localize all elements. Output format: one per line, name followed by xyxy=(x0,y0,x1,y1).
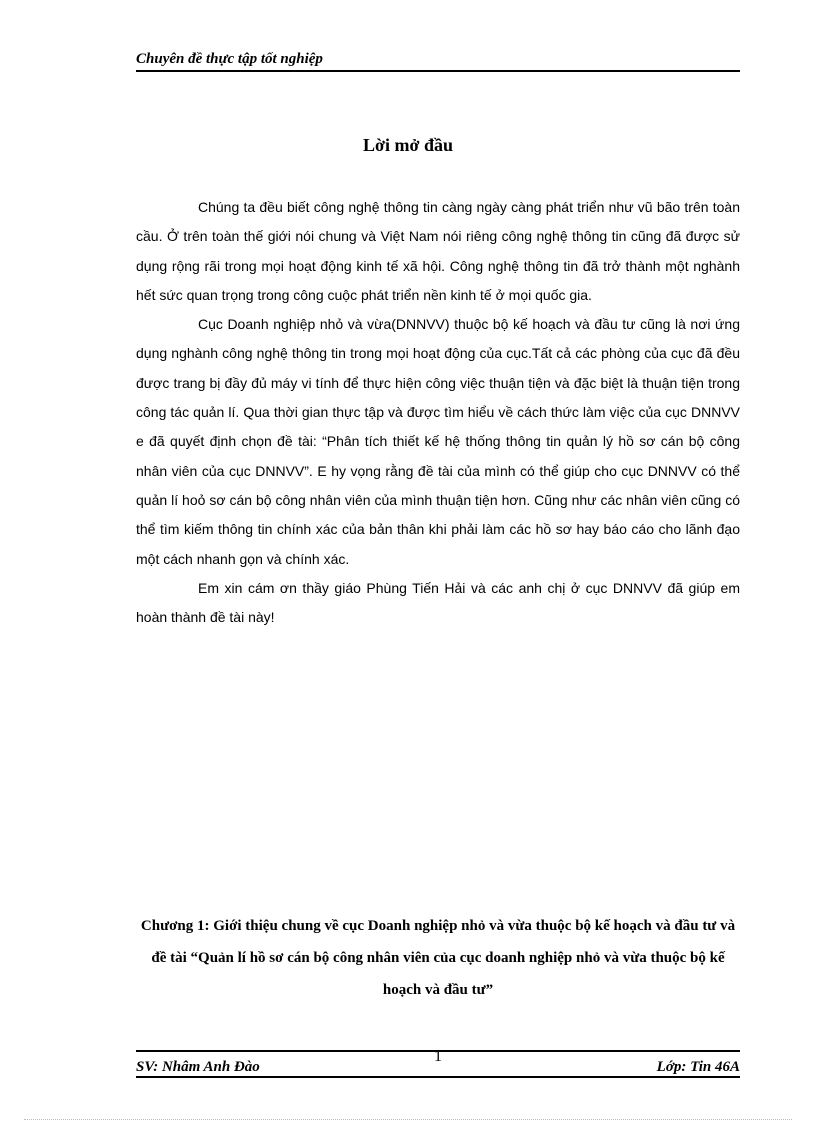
paragraph-1: Chúng ta đều biết công nghệ thông tin càng ngày càng phát triển như vũ bão trên toàn cầu. Ở trên toàn thế giới nói chung và Việt Nam nói riêng công nghệ thông tin cũng đã được sử dụng rộng rãi trong mọi hoạt động kinh tế xã hội. Công nghệ thông tin đã trở thành một nghành hết sức quan trọng trong công cuộc phát triển nền kinh tế ở mọi quốc gia. xyxy=(136,199,740,303)
page-title: Lời mở đầu xyxy=(363,135,453,155)
page-edge-divider xyxy=(24,1119,792,1120)
paragraph-3: Em xin cám ơn thầy giáo Phùng Tiến Hải và các anh chị ở cục DNNVV đã giúp em hoàn thành đề tài này! xyxy=(136,579,740,626)
page-number: 1 xyxy=(434,1048,442,1065)
footer-student-name: SV: Nhâm Anh Đào xyxy=(136,1059,260,1075)
chapter-heading: Chương 1: Giới thiệu chung về cục Doanh nghiệp nhỏ và vừa thuộc bộ kế hoạch và đầu tư và đề tài “Quản lí hồ sơ cán bộ công nhân viên của cục doanh nghiệp nhỏ và vừa thuộc bộ kế hoạch và đầu tư” xyxy=(140,918,736,998)
intro-body xyxy=(136,193,740,632)
footer-class: Lớp: Tin 46A xyxy=(656,1059,740,1075)
paragraph-2: Cục Doanh nghiệp nhỏ và vừa(DNNVV) thuộc bộ kế hoạch và đầu tư cũng là nơi ứng dụng nghành công nghệ thông tin trong mọi hoạt động của cục.Tất cả các phòng của cục đã đều được trang bị đầy đủ máy vi tính để thực hiện công việc thuận tiện và đặc biệt là thuận tiện trong công tác quản lí. Qua thời gian thực tập và được tìm hiểu về cách thức làm việc của cục DNNVV e đã quyết định chọn đề tài: “Phân tích thiết kế hệ thống thông tin quản lý hồ sơ cán bộ công nhân viên của cục DNNVV”. E hy vọng rằng đề tài của mình có thể giúp cho cục DNNVV có thể quản lí hoỏ sơ cán bộ công nhân viên của mình thuận tiện hơn. Cũng như các nhân viên cũng có thể tìm kiếm thông tin chính xác của bản thân khi phải làm các hồ sơ hay báo cáo cho lãnh đạo một cách nhanh gọn và chính xác. xyxy=(136,316,740,567)
header-title: Chuyên đề thực tập tốt nghiệp xyxy=(136,51,323,67)
page-header xyxy=(136,48,740,72)
page-footer xyxy=(136,1050,740,1078)
